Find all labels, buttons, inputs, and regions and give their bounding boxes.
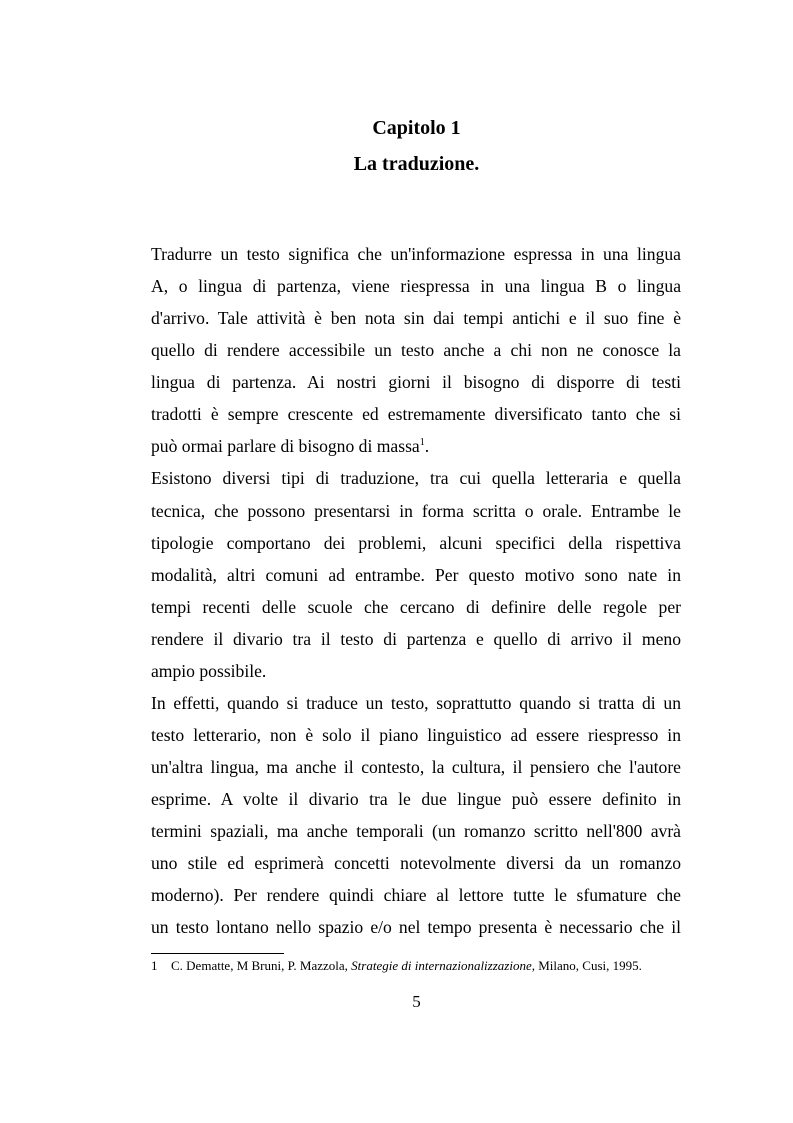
body-line-end: . (424, 436, 430, 456)
footnote-reference[interactable]: 1 (419, 437, 425, 448)
body-line: Esistono diversi tipi di traduzione, tra cui quella letteraria e quella (151, 468, 681, 488)
footnote-number: 1 (151, 958, 158, 973)
body-line: rendere il divario tra il testo di partenza e quello di arrivo il meno (151, 629, 681, 649)
body-line: tecnica, che possono presentarsi in forma scritta o orale. Entrambe le (151, 501, 681, 521)
chapter-label: Capitolo 1 (372, 117, 461, 139)
body-line: termini spaziali, ma anche temporali (un romanzo scritto nell'800 avrà (151, 821, 681, 841)
body-line: tempi recenti delle scuole che cercano di definire delle regole per (151, 597, 681, 617)
body-line: d'arrivo. Tale attività è ben nota sin dai tempi antichi e il suo fine è (151, 308, 681, 328)
body-line: Tradurre un testo significa che un'informazione espressa in una lingua (151, 244, 681, 264)
body-line-text: può ormai parlare di bisogno di massa (151, 436, 420, 456)
chapter-title: La traduzione. (353, 153, 480, 175)
body-line: testo letterario, non è solo il piano linguistico ad essere riespresso in (151, 725, 681, 745)
page-number: 5 (412, 992, 421, 1011)
footnote (151, 958, 642, 974)
body-line: quello di rendere accessibile un testo anche a chi non ne conosce la (151, 340, 681, 360)
body-line: uno stile ed esprimerà concetti notevolmente diversi da un romanzo (151, 853, 681, 873)
body-line: ampio possibile. (151, 661, 267, 681)
footnote-title: Strategie di internazionalizzazione, (351, 958, 535, 973)
body-line: lingua di partenza. Ai nostri giorni il bisogno di disporre di testi (151, 372, 681, 392)
body-line: In effetti, quando si traduce un testo, soprattutto quando si tratta di un (151, 693, 681, 713)
body-line: A, o lingua di partenza, viene riespressa in una lingua B o lingua (151, 276, 681, 296)
body-line: esprime. A volte il divario tra le due lingue può essere definito in (151, 789, 681, 809)
body-line: moderno). Per rendere quindi chiare al lettore tutte le sfumature che (151, 885, 681, 905)
body-line: un'altra lingua, ma anche il contesto, la cultura, il pensiero che l'autore (151, 757, 681, 777)
body-line: tipologie comportano dei problemi, alcuni specifici della rispettiva (151, 533, 681, 553)
body-line: un testo lontano nello spazio e/o nel tempo presenta è necessario che il (151, 917, 681, 937)
body-line: modalità, altri comuni ad entrambe. Per questo motivo sono nate in (151, 565, 681, 585)
footnote-divider (151, 953, 284, 954)
body-line: tradotti è sempre crescente ed estremamente diversificato tanto che si (151, 404, 681, 424)
body-line (151, 435, 681, 457)
footnote-text-end: Milano, Cusi, 1995. (534, 958, 642, 973)
footnote-text: C. Dematte, M Bruni, P. Mazzola, (171, 958, 352, 973)
